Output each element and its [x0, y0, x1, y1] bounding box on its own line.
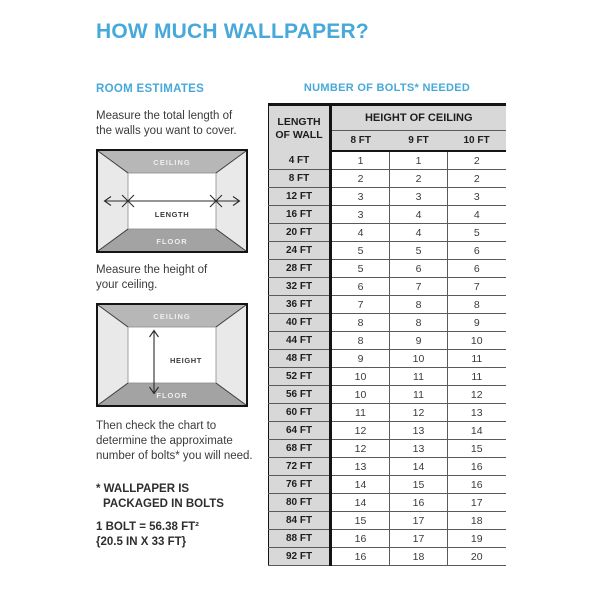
footnote-line: * WALLPAPER IS — [96, 483, 190, 495]
bolts-value-cell: 6 — [448, 260, 506, 278]
wall-length-cell: 52 FT — [269, 368, 331, 386]
table-row — [269, 368, 506, 386]
room-estimates-section — [96, 83, 258, 550]
wallpaper-bolts-footnote — [96, 482, 258, 512]
bolts-value-cell: 10 — [390, 350, 448, 368]
table-row — [269, 170, 506, 188]
bolts-value-cell: 19 — [448, 530, 506, 548]
bolts-value-cell: 13 — [390, 440, 448, 458]
table-row — [269, 260, 506, 278]
bolts-value-cell: 11 — [390, 368, 448, 386]
bolts-value-cell: 16 — [390, 494, 448, 512]
bolt-dimensions: {20.5 IN X 33 FT} — [96, 536, 187, 548]
wall-length-cell: 36 FT — [269, 296, 331, 314]
bolts-value-cell: 14 — [390, 458, 448, 476]
bolts-value-cell: 11 — [390, 386, 448, 404]
page-title: HOW MUCH WALLPAPER? — [96, 20, 369, 43]
bolts-value-cell: 10 — [331, 386, 390, 404]
bolts-value-cell: 2 — [448, 151, 506, 170]
wall-length-cell: 72 FT — [269, 458, 331, 476]
bolts-value-cell: 16 — [331, 548, 390, 566]
ceiling-8ft-header: 8 FT — [331, 131, 390, 152]
bolts-value-cell: 9 — [331, 350, 390, 368]
table-row — [269, 188, 506, 206]
bolts-value-cell: 2 — [331, 170, 390, 188]
bolts-value-cell: 8 — [331, 314, 390, 332]
bolts-value-cell: 16 — [448, 458, 506, 476]
height-of-ceiling-header: HEIGHT OF CEILING — [331, 105, 506, 131]
bolts-value-cell: 17 — [390, 512, 448, 530]
wall-length-cell: 12 FT — [269, 188, 331, 206]
back-wall-surface — [128, 327, 216, 383]
bolts-value-cell: 14 — [331, 494, 390, 512]
bolts-value-cell: 9 — [448, 314, 506, 332]
table-row — [269, 440, 506, 458]
bolts-value-cell: 13 — [331, 458, 390, 476]
bolts-value-cell: 4 — [390, 206, 448, 224]
table-row — [269, 332, 506, 350]
bolts-value-cell: 3 — [448, 188, 506, 206]
bolts-value-cell: 5 — [390, 242, 448, 260]
bolts-value-cell: 12 — [331, 422, 390, 440]
wall-length-cell: 56 FT — [269, 386, 331, 404]
bolts-value-cell: 8 — [390, 314, 448, 332]
bolt-equivalence: 1 BOLT = 56.38 FT² — [96, 521, 199, 533]
bolts-table-body — [269, 151, 506, 566]
length-of-wall-header: LENGTH OF WALL — [269, 105, 331, 152]
height-label: HEIGHT — [170, 356, 202, 365]
bolts-value-cell: 3 — [331, 188, 390, 206]
ceiling-10ft-header: 10 FT — [448, 131, 506, 152]
instruction-check-chart: Then check the chart to determine the approximate number of bolts* you will need. — [96, 420, 253, 462]
bolts-value-cell: 11 — [448, 368, 506, 386]
bolts-value-cell: 6 — [390, 260, 448, 278]
wall-length-cell: 16 FT — [269, 206, 331, 224]
wall-length-cell: 40 FT — [269, 314, 331, 332]
bolts-value-cell: 14 — [331, 476, 390, 494]
instruction-measure-length: Measure the total length of the walls you want to cover. — [96, 110, 237, 137]
table-row — [269, 458, 506, 476]
bolts-value-cell: 4 — [331, 224, 390, 242]
bolts-value-cell: 12 — [390, 404, 448, 422]
bolts-value-cell: 8 — [448, 296, 506, 314]
bolts-value-cell: 12 — [331, 440, 390, 458]
table-row — [269, 206, 506, 224]
bolts-value-cell: 2 — [448, 170, 506, 188]
wall-length-cell: 24 FT — [269, 242, 331, 260]
bolts-value-cell: 18 — [390, 548, 448, 566]
bolts-value-cell: 8 — [390, 296, 448, 314]
wall-length-cell: 48 FT — [269, 350, 331, 368]
bolts-value-cell: 14 — [448, 422, 506, 440]
bolts-value-cell: 1 — [331, 151, 390, 170]
bolts-value-cell: 5 — [331, 260, 390, 278]
table-row — [269, 242, 506, 260]
bolts-value-cell: 12 — [448, 386, 506, 404]
table-row — [269, 350, 506, 368]
bolts-value-cell: 15 — [331, 512, 390, 530]
bolts-table-heading: NUMBER OF BOLTS* NEEDED — [303, 82, 471, 94]
bolts-value-cell: 7 — [390, 278, 448, 296]
bolts-value-cell: 16 — [331, 530, 390, 548]
bolts-value-cell: 17 — [390, 530, 448, 548]
table-row — [269, 296, 506, 314]
bolts-value-cell: 10 — [331, 368, 390, 386]
bolts-value-cell: 8 — [331, 332, 390, 350]
bolts-value-cell: 11 — [448, 350, 506, 368]
wall-length-cell: 88 FT — [269, 530, 331, 548]
bolts-value-cell: 4 — [448, 206, 506, 224]
table-row — [269, 314, 506, 332]
room-length-diagram — [96, 149, 248, 253]
wall-length-cell: 4 FT — [269, 151, 331, 170]
bolts-value-cell: 11 — [331, 404, 390, 422]
table-row — [269, 512, 506, 530]
length-label: LENGTH — [154, 210, 190, 219]
bolts-value-cell: 6 — [448, 242, 506, 260]
bolts-value-cell: 13 — [390, 422, 448, 440]
bolts-value-cell: 20 — [448, 548, 506, 566]
wall-length-cell: 76 FT — [269, 476, 331, 494]
table-row — [269, 224, 506, 242]
bolts-value-cell: 7 — [331, 296, 390, 314]
bolts-value-cell: 3 — [331, 206, 390, 224]
bolts-value-cell: 13 — [448, 404, 506, 422]
bolts-value-cell: 4 — [390, 224, 448, 242]
bolts-needed-section — [268, 82, 506, 566]
table-row — [269, 548, 506, 566]
wall-length-cell: 68 FT — [269, 440, 331, 458]
wall-length-cell: 20 FT — [269, 224, 331, 242]
table-row — [269, 422, 506, 440]
wall-length-cell: 60 FT — [269, 404, 331, 422]
ceiling-label: CEILING — [153, 312, 191, 321]
wall-length-cell: 32 FT — [269, 278, 331, 296]
table-row — [269, 278, 506, 296]
bolts-value-cell: 16 — [448, 476, 506, 494]
bolts-value-cell: 10 — [448, 332, 506, 350]
bolts-value-cell: 5 — [448, 224, 506, 242]
bolts-value-cell: 5 — [331, 242, 390, 260]
bolt-size-info — [96, 520, 258, 550]
wall-length-cell: 44 FT — [269, 332, 331, 350]
table-row — [269, 386, 506, 404]
bolts-table-header — [269, 105, 506, 152]
table-row — [269, 151, 506, 170]
ceiling-9ft-header: 9 FT — [390, 131, 448, 152]
wall-length-cell: 80 FT — [269, 494, 331, 512]
bolts-value-cell: 18 — [448, 512, 506, 530]
floor-label: FLOOR — [156, 391, 188, 400]
bolts-value-cell: 3 — [390, 188, 448, 206]
wall-length-cell: 84 FT — [269, 512, 331, 530]
floor-label: FLOOR — [156, 237, 188, 246]
table-row — [269, 494, 506, 512]
bolts-value-cell: 6 — [331, 278, 390, 296]
table-header-row — [269, 105, 506, 131]
table-row — [269, 476, 506, 494]
bolts-value-cell: 15 — [390, 476, 448, 494]
ceiling-label: CEILING — [153, 158, 191, 167]
wall-length-cell: 92 FT — [269, 548, 331, 566]
bolts-value-cell: 17 — [448, 494, 506, 512]
table-row — [269, 404, 506, 422]
table-row — [269, 530, 506, 548]
bolts-value-cell: 2 — [390, 170, 448, 188]
room-estimates-heading: ROOM ESTIMATES — [96, 83, 205, 95]
instruction-measure-height: Measure the height of your ceiling. — [96, 264, 208, 291]
bolts-value-cell: 9 — [390, 332, 448, 350]
wall-length-cell: 28 FT — [269, 260, 331, 278]
wall-length-cell: 8 FT — [269, 170, 331, 188]
bolts-value-cell: 7 — [448, 278, 506, 296]
bolts-value-cell: 15 — [448, 440, 506, 458]
wall-length-cell: 64 FT — [269, 422, 331, 440]
room-height-diagram — [96, 303, 248, 407]
bolts-table — [268, 103, 506, 566]
footnote-line: PACKAGED IN BOLTS — [103, 498, 224, 510]
bolts-value-cell: 1 — [390, 151, 448, 170]
